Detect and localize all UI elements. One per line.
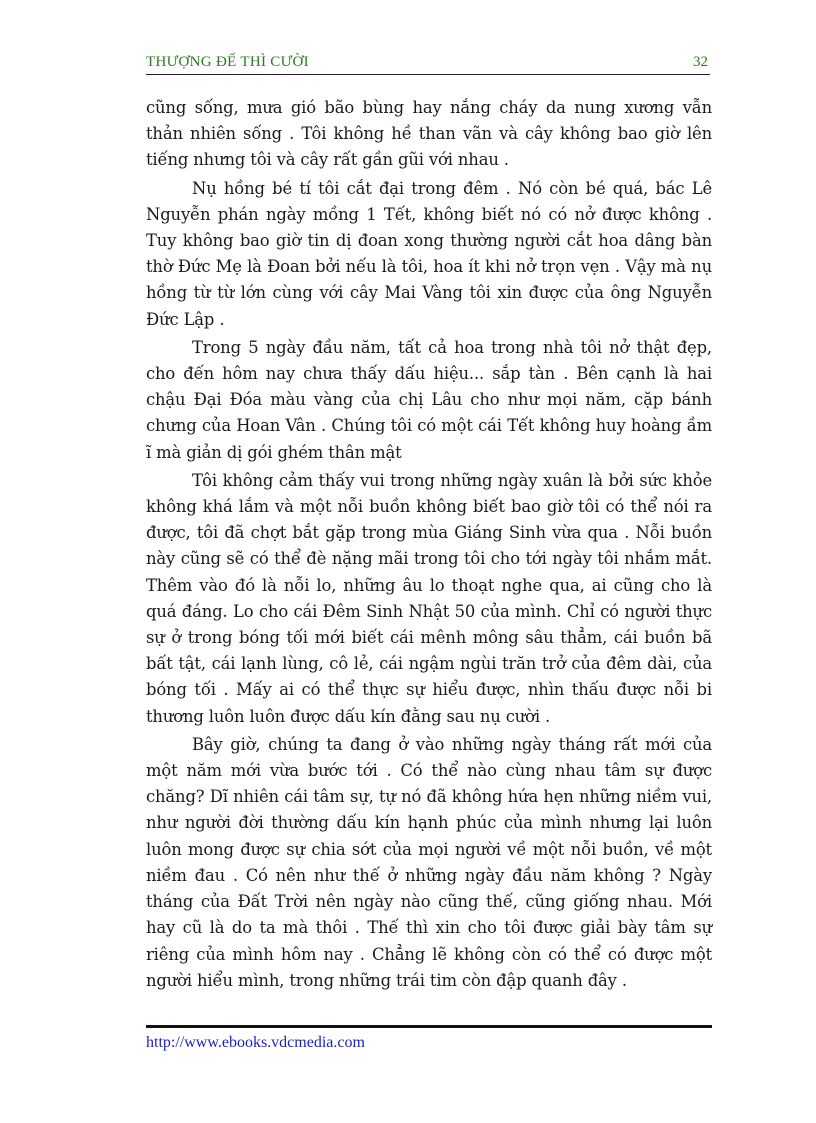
page-body [146,95,712,996]
page-number: 32 [693,54,708,70]
paragraph-2: Nụ hồng bé tí tôi cắt đại trong đêm . Nó còn bé quá, bác Lê Nguyễn phán ngày mồng 1 Tết, không biết nó có nở được không . Tuy không bao giờ tin dị đoan xong thường người cắt hoa dâng bàn thờ Đức Mẹ là Đoan bởi nếu là tôi, hoa ít khi nở trọn vẹn . Vậy mà nụ hồng từ từ lớn cùng với cây Mai Vàng tôi xin được của ông Nguyễn Đức Lập . [146,178,712,329]
footer-divider [146,1025,712,1028]
book-title: THƯỢNG ĐẾ THÌ CƯỜI [146,54,309,70]
paragraph-4: Tôi không cảm thấy vui trong những ngày xuân là bởi sức khỏe không khá lắm và một nỗi buồn không biết bao giờ tôi có thể nói ra được, tôi đã chợt bắt gặp trong mùa Giáng Sinh vừa qua . Nỗi buồn này cũng sẽ có thể đè nặng mãi trong tôi cho tới ngày tôi nhắm mắt. Thêm vào đó là nỗi lo, những âu lo thoạt nghe qua, ai cũng cho là quá đáng. Lo cho cái Đêm Sinh Nhật 50 của mình. Chỉ có người thực sự ở trong bóng tối mới biết cái mênh mông sâu thẳm, cái buồn bã bất tật, cái lạnh lùng, cô lẻ, cái ngậm ngùi trăn trở của đêm dài, của bóng tối . Mấy ai có thể thực sự hiểu được, nhìn thấu được nỗi bi thương luôn luôn được dấu kín đằng sau nụ cười . [146,470,712,726]
footer-website-link[interactable]: http://www.ebooks.vdcmedia.com [146,1034,365,1051]
paragraph-3: Trong 5 ngày đầu năm, tất cả hoa trong nhà tôi nở thật đẹp, cho đến hôm nay chưa thấy dấu hiệu... sắp tàn . Bên cạnh là hai chậu Đại Đóa màu vàng của chị Lâu cho như mọi năm, cặp bánh chưng của Hoan Vân . Chúng tôi có một cái Tết không huy hoàng ầm ĩ mà giản dị gói ghém thân mật [146,337,712,462]
paragraph-1: cũng sống, mưa gió bão bùng hay nắng cháy da nung xương vẫn thản nhiên sống . Tôi không hề than vãn và cây không bao giờ lên tiếng nhưng tôi và cây rất gần gũi với nhau . [146,98,712,170]
paragraph-5: Bây giờ, chúng ta đang ở vào những ngày tháng rất mới của một năm mới vừa bước tới . Có thể nào cùng nhau tâm sự được chăng? Dĩ nhiên cái tâm sự, tự nó đã không hứa hẹn những niềm vui, như người đời thường dấu kín hạnh phúc của mình nhưng lại luôn luôn mong được sự chia sớt của mọi người về một nỗi buồn, về một niềm đau . Có nên như thế ở những ngày đầu năm không ? Ngày tháng của Đất Trời nên ngày nào cũng thế, cũng giống nhau. Mới hay cũ là do ta mà thôi . Thế thì xin cho tôi được giải bày tâm sự riêng của mình hôm nay . Chẳng lẽ không còn có thể có được một người hiểu mình, trong những trái tim còn đập quanh đây . [146,734,712,990]
page-header [146,52,710,75]
